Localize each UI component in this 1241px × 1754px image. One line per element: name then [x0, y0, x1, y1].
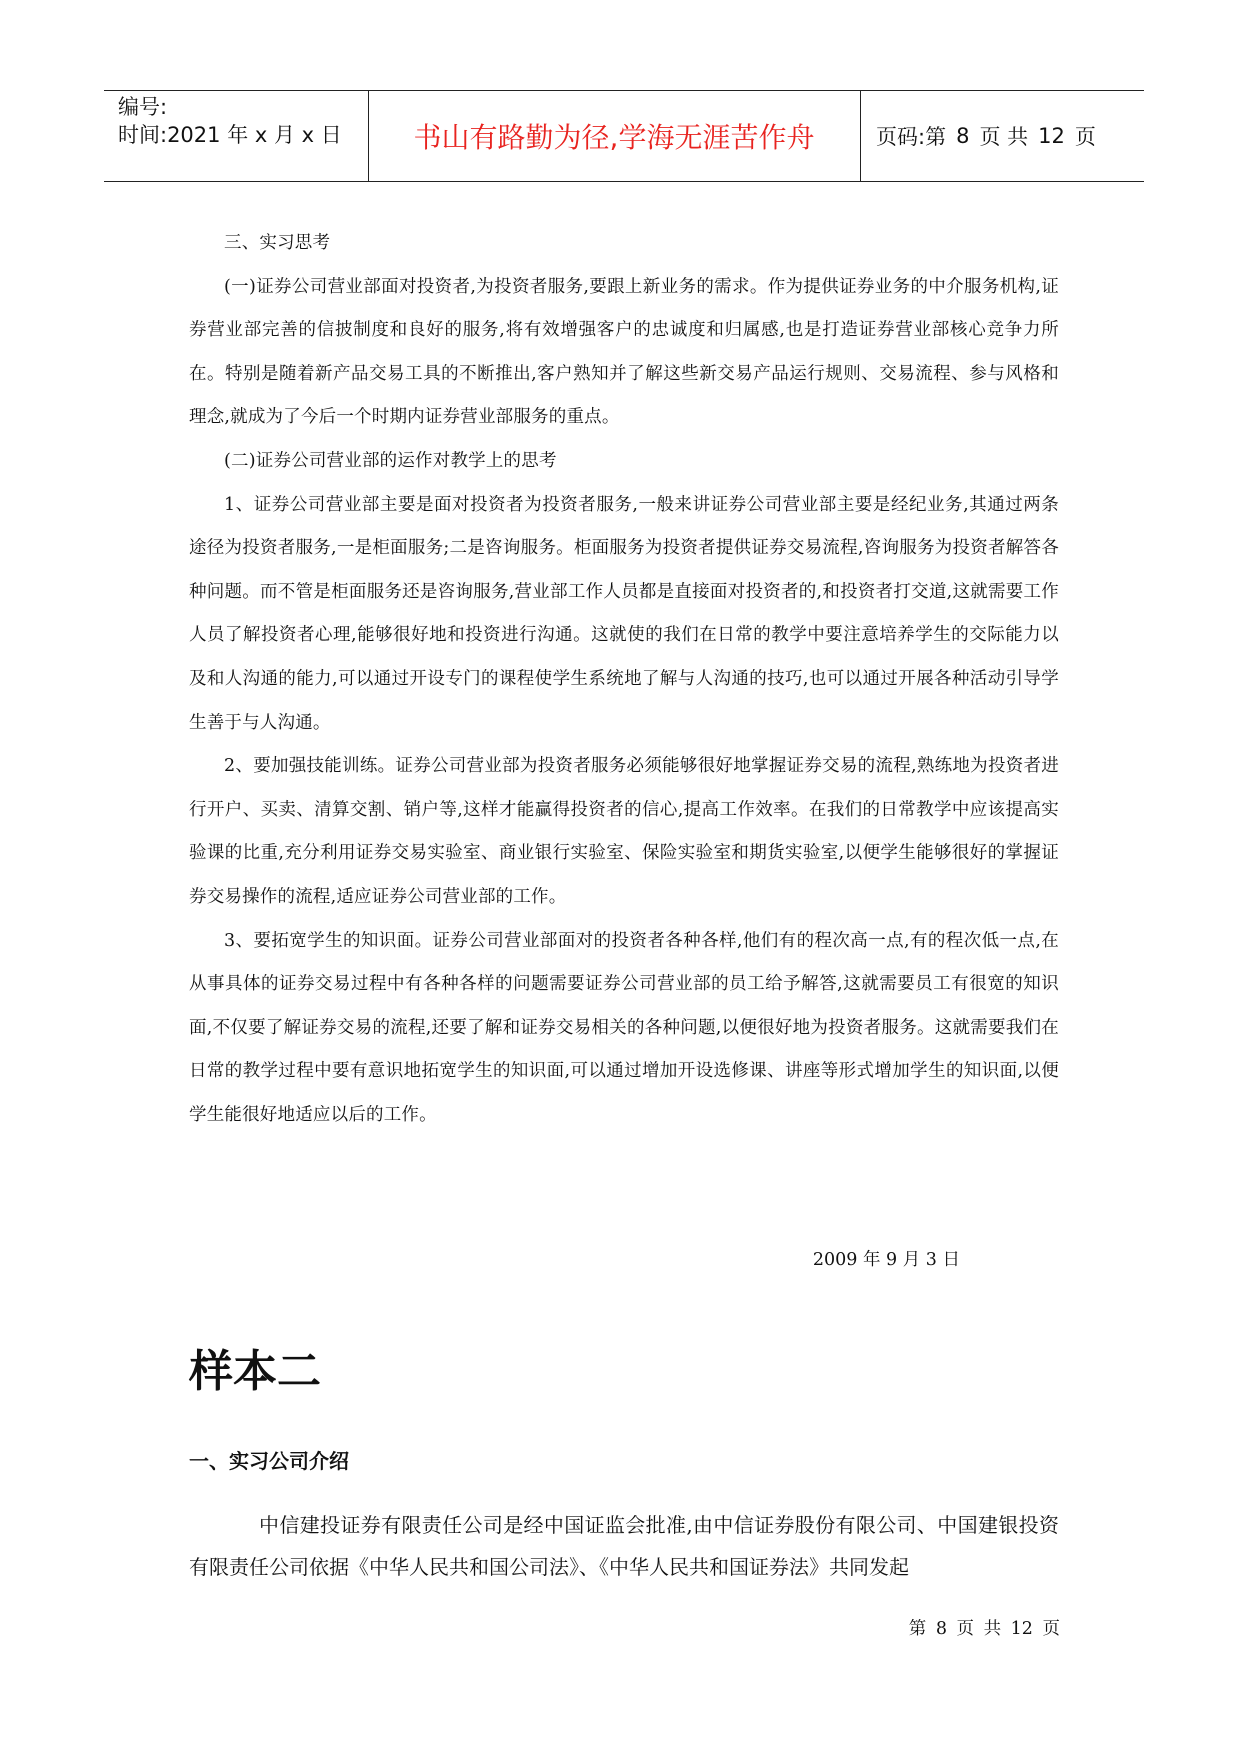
- header-page-end: 页: [1074, 125, 1096, 149]
- header-page-label: 页码:第: [876, 125, 947, 149]
- paragraph-2: (二)证券公司营业部的运作对教学上的思考: [224, 450, 557, 471]
- header-page-mid: 页 共: [979, 125, 1029, 149]
- page-header: [104, 90, 1144, 182]
- header-number-label: 编号:: [118, 95, 168, 119]
- company-intro-text: [189, 1504, 1059, 1588]
- paragraph-5: 3、要拓宽学生的知识面。证券公司营业部面对的投资者各种各样,他们有的程次高一点,有的程次低一点,在从事具体的证券交易过程中有各种各样的问题需要证券公司营业部的员工给予解答,这就需要员工有很宽的知识面,不仅要了解证券交易的流程,还要了解和证券交易相关的各种问题,以便很好地为投资者服务。这就需要我们在日常的教学过程中要有意识地拓宽学生的知识面,可以通过增加开设选修课、讲座等形式增加学生的知识面,以便学生能很好地适应以后的工作。: [189, 930, 1059, 1125]
- paragraph-4: 2、要加强技能训练。证券公司营业部为投资者服务必须能够很好地掌握证券交易的流程,熟练地为投资者进行开户、买卖、清算交割、销户等,这样才能赢得投资者的信心,提高工作效率。在我们的日常教学中应该提高实验课的比重,充分利用证券交易实验室、商业银行实验室、保险实验室和期货实验室,以便学生能够很好的掌握证券交易操作的流程,适应证券公司营业部的工作。: [189, 756, 1059, 907]
- header-left: [118, 93, 342, 149]
- body-text: [189, 222, 1059, 1137]
- paragraph-3: 1、证券公司营业部主要是面对投资者为投资者服务,一般来讲证券公司营业部主要是经纪业务,其通过两条途径为投资者服务,一是柜面服务;二是咨询服务。柜面服务为投资者提供证券交易流程,咨询服务为投资者解答各种问题。而不管是柜面服务还是咨询服务,营业部工作人员都是直接面对投资者的,和投资者打交道,这就需要工作人员了解投资者心理,能够很好地和投资进行沟通。这就使的我们在日常的教学中要注意培养学生的交际能力以及和人沟通的能力,可以通过开设专门的课程使学生系统地了解与人沟通的技巧,也可以通过开展各种活动引导学生善于与人沟通。: [189, 494, 1059, 733]
- section-heading-internship-reflection: 三、实习思考: [224, 233, 331, 253]
- document-date: 2009 年 9 月 3 日: [812, 1250, 960, 1270]
- sample-two-title: 样本二: [189, 1346, 321, 1397]
- header-page-info: [860, 91, 1144, 181]
- header-page-number: 8: [956, 124, 970, 148]
- header-page-total: 12: [1038, 124, 1065, 148]
- section-heading-company-intro: 一、实习公司介绍: [189, 1449, 349, 1473]
- company-intro-paragraph: 中信建投证券有限责任公司是经中国证监会批准,由中信证券股份有限公司、中国建银投资有限责任公司依据《中华人民共和国公司法》、《中华人民共和国证券法》共同发起: [189, 1513, 1059, 1579]
- header-motto: 书山有路勤为径,学海无涯苦作舟: [413, 121, 815, 154]
- page-footer: 第 8 页 共 12 页: [908, 1619, 1060, 1639]
- paragraph-1: (一)证券公司营业部面对投资者,为投资者服务,要跟上新业务的需求。作为提供证券业务的中介服务机构,证券营业部完善的信披制度和良好的服务,将有效增强客户的忠诚度和归属感,也是打造证券营业部核心竞争力所在。特别是随着新产品交易工具的不断推出,客户熟知并了解这些新交易产品运行规则、交易流程、参与风格和理念,就成为了今后一个时期内证券营业部服务的重点。: [189, 276, 1059, 428]
- header-time-label: 时间:2021 年 x 月 x 日: [118, 123, 342, 147]
